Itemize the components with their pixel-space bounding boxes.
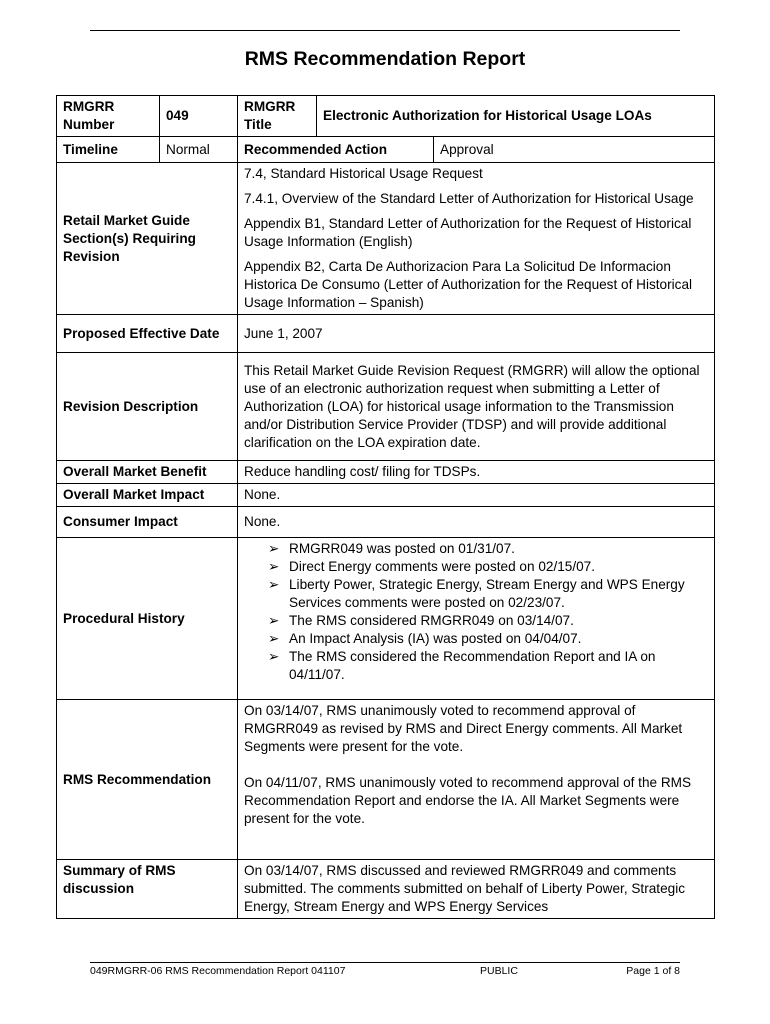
section-item: Appendix B1, Standard Letter of Authorization for the Request of Historical Usage Information (English) bbox=[244, 216, 692, 249]
rmgrr-title-value: Electronic Authorization for Historical Usage LOAs bbox=[317, 96, 715, 137]
sections-label: Retail Market Guide Section(s) Requiring Revision bbox=[57, 163, 238, 315]
section-item: 7.4.1, Overview of the Standard Letter of Authorization for Historical Usage bbox=[244, 191, 694, 206]
effective-date-label: Proposed Effective Date bbox=[57, 315, 238, 353]
summary-label: Summary of RMS discussion bbox=[57, 860, 238, 919]
market-impact-value: None. bbox=[238, 484, 715, 507]
rmgrr-number-label: RMGRR Number bbox=[57, 96, 160, 137]
footer-rule bbox=[90, 962, 680, 963]
market-benefit-row bbox=[57, 461, 715, 484]
consumer-impact-label: Consumer Impact bbox=[57, 507, 238, 538]
arrow-bullet-icon: ➢ bbox=[268, 577, 280, 592]
summary-row bbox=[57, 860, 715, 919]
market-benefit-value: Reduce handling cost/ filing for TDSPs. bbox=[238, 461, 715, 484]
procedural-history-list bbox=[238, 538, 715, 700]
revision-description-row bbox=[57, 353, 715, 461]
recommended-action-label: Recommended Action bbox=[238, 137, 434, 163]
report-table bbox=[56, 95, 715, 919]
timeline-label: Timeline bbox=[57, 137, 160, 163]
history-item: ➢ An Impact Analysis (IA) was posted on 04/04/07. bbox=[268, 631, 582, 646]
header-rule bbox=[90, 30, 680, 31]
revision-description-value: This Retail Market Guide Revision Request (RMGRR) will allow the optional use of an electronic authorization request when submitting a Letter of Authorization (LOA) for historical usage information to the Transmission and/or Distribution Service Provider (TDSP) and will provide additional clarification on the LOA expiration date. bbox=[238, 353, 715, 461]
procedural-history-label: Procedural History bbox=[57, 538, 238, 700]
history-item: ➢ Liberty Power, Strategic Energy, Stream Energy and WPS Energy Services comments were posted on 02/23/07. bbox=[268, 577, 685, 610]
recommended-action-value: Approval bbox=[434, 137, 715, 163]
arrow-bullet-icon: ➢ bbox=[268, 559, 280, 574]
rms-recommendation-text bbox=[238, 700, 715, 860]
rms-recommendation-row bbox=[57, 700, 715, 860]
section-item: 7.4, Standard Historical Usage Request bbox=[244, 166, 483, 181]
market-benefit-label: Overall Market Benefit bbox=[57, 461, 238, 484]
revision-description-label: Revision Description bbox=[57, 353, 238, 461]
sections-row bbox=[57, 163, 715, 315]
footer-page-number: Page 1 of 8 bbox=[626, 965, 680, 977]
procedural-history-row bbox=[57, 538, 715, 700]
history-item: ➢ The RMS considered RMGRR049 on 03/14/07. bbox=[268, 613, 574, 628]
document-title: RMS Recommendation Report bbox=[244, 48, 526, 70]
summary-text: On 03/14/07, RMS discussed and reviewed RMGRR049 and comments submitted. The comments submitted on behalf of Liberty Power, Strategic Energy, Stream Energy and WPS Energy Services bbox=[238, 860, 715, 919]
section-item: Appendix B2, Carta De Authorizacion Para La Solicitud De Informacion Historica De Consumo (Letter of Authorization for the Request of Historical Usage Information – Spanish) bbox=[244, 259, 693, 310]
rmgrr-title-label: RMGRR Title bbox=[238, 96, 317, 137]
market-impact-label: Overall Market Impact bbox=[57, 484, 238, 507]
recommendation-paragraph: On 04/11/07, RMS unanimously voted to recommend approval of the RMS Recommendation Report and endorse the IA. All Market Segments were present for the vote. bbox=[244, 775, 692, 826]
effective-date-value: June 1, 2007 bbox=[238, 315, 715, 353]
timeline-value: Normal bbox=[160, 137, 238, 163]
effective-date-row bbox=[57, 315, 715, 353]
recommendation-paragraph: On 03/14/07, RMS unanimously voted to recommend approval of RMGRR049 as revised by RMS and Direct Energy comments. All Market Segments were present for the vote. bbox=[244, 703, 683, 754]
rms-recommendation-label: RMS Recommendation bbox=[57, 700, 238, 860]
arrow-bullet-icon: ➢ bbox=[268, 541, 280, 556]
market-impact-row bbox=[57, 484, 715, 507]
consumer-impact-row bbox=[57, 507, 715, 538]
footer-classification: PUBLIC bbox=[480, 965, 518, 977]
timeline-row bbox=[57, 137, 715, 163]
arrow-bullet-icon: ➢ bbox=[268, 613, 280, 628]
footer-document-name: 049RMGRR-06 RMS Recommendation Report 041107 bbox=[90, 965, 346, 977]
history-item: ➢ RMGRR049 was posted on 01/31/07. bbox=[268, 541, 515, 556]
history-item: ➢ Direct Energy comments were posted on 02/15/07. bbox=[268, 559, 596, 574]
consumer-impact-value: None. bbox=[238, 507, 715, 538]
header-row bbox=[57, 96, 715, 137]
arrow-bullet-icon: ➢ bbox=[268, 649, 280, 664]
rmgrr-number-value: 049 bbox=[160, 96, 238, 137]
history-item: ➢ The RMS considered the Recommendation Report and IA on 04/11/07. bbox=[268, 649, 656, 682]
arrow-bullet-icon: ➢ bbox=[268, 631, 280, 646]
sections-list bbox=[238, 163, 715, 315]
